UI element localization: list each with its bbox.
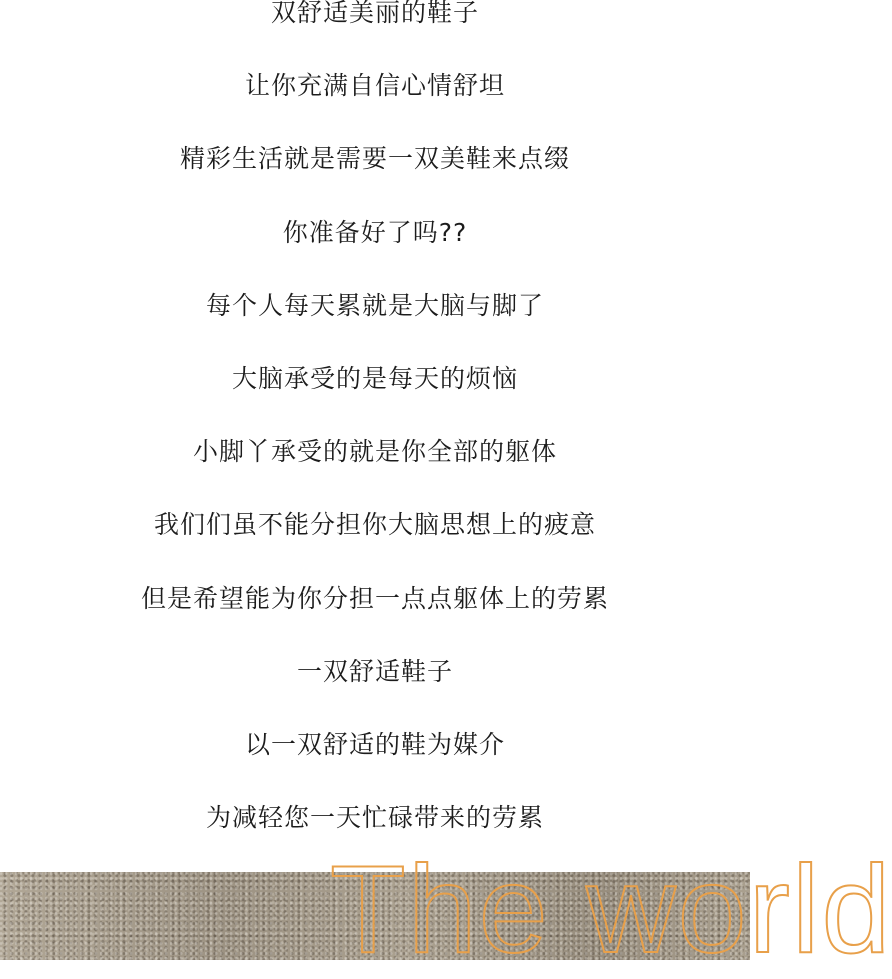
poem-line: 每个人每天累就是大脑与脚了: [205, 290, 544, 320]
poem-line: 为减轻您一天忙碌带来的劳累: [205, 803, 544, 833]
poem-line: 你准备好了吗??: [282, 217, 468, 247]
poem-line: 小脚丫承受的就是你全部的躯体: [192, 437, 557, 467]
poem-line: 让你充满自信心情舒坦: [244, 71, 505, 101]
poem-line: 以一双舒适的鞋为媒介: [244, 729, 505, 759]
carpet-banner-image: [0, 841, 892, 979]
poem-line: 一双舒适鞋子: [296, 656, 453, 686]
poem-line: 精彩生活就是需要一双美鞋来点缀: [179, 144, 570, 174]
poem-line: 我们们虽不能分担你大脑思想上的疲意: [153, 510, 596, 540]
poem-line: 但是希望能为你分担一点点躯体上的劳累: [140, 583, 609, 613]
poem-line: 双舒适美丽的鞋子: [270, 0, 479, 27]
banner-headline: The world: [330, 841, 892, 979]
poem-line: 大脑承受的是每天的烦恼: [231, 363, 518, 393]
